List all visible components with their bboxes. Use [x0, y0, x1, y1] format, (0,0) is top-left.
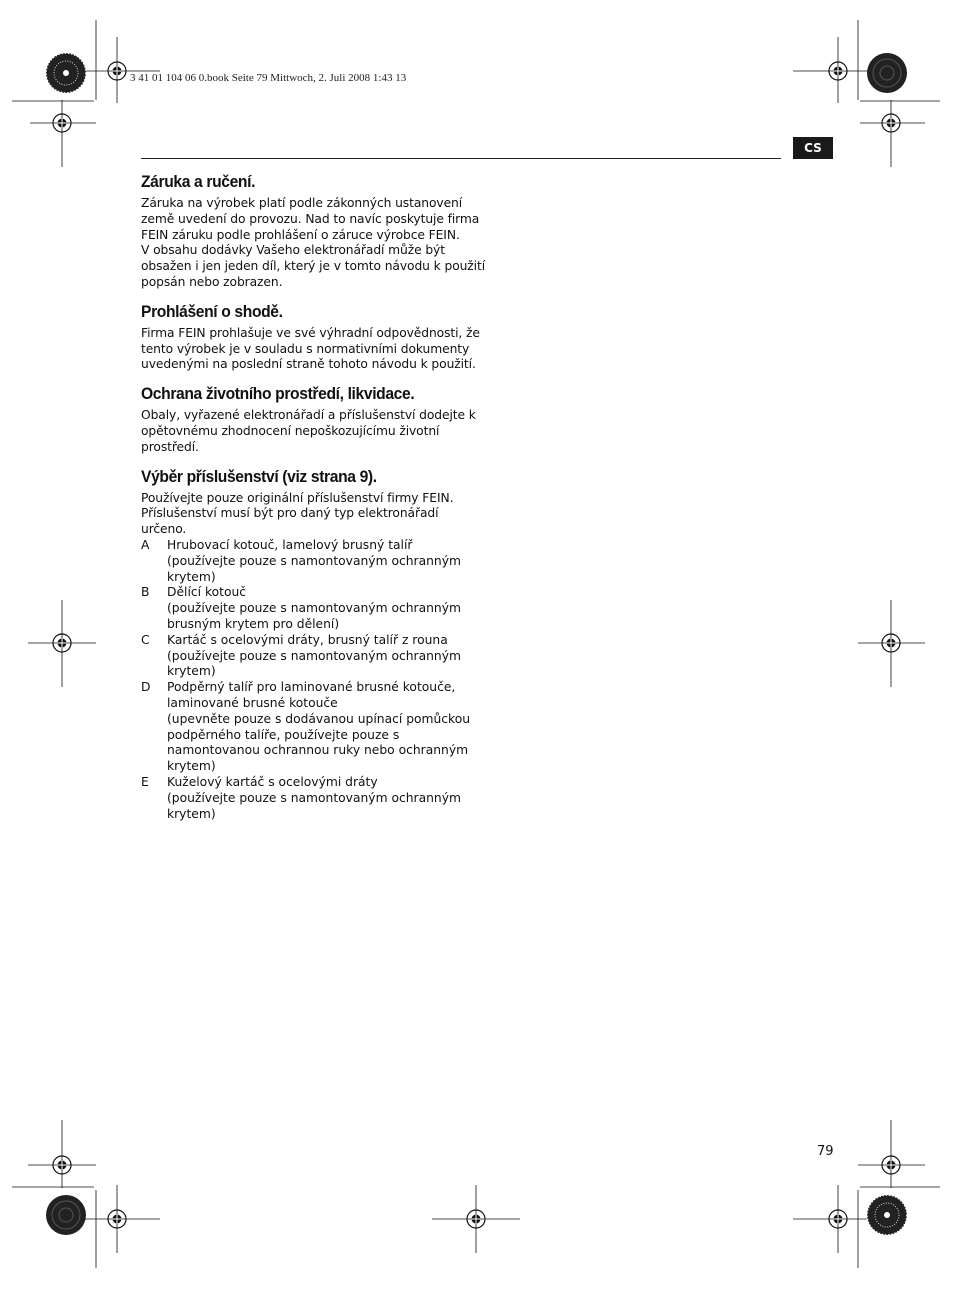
sunburst-top-right	[867, 53, 907, 93]
list-item	[141, 633, 486, 680]
item-key: A	[141, 537, 150, 552]
sunburst-bottom-right	[867, 1195, 907, 1235]
list-item	[141, 775, 486, 822]
paragraph: Záruka na výrobek platí podle zákonných ustanovení země uvedení do provozu. Nad to navíc poskytuje firma FEIN záruku podle prohlášení o záruce výrobce FEIN.	[141, 196, 480, 242]
print-info-line: 3 41 01 104 06 0.book Seite 79 Mittwoch, 2. Juli 2008 1:43 13	[130, 72, 407, 84]
main-content	[141, 172, 486, 833]
page-number: 79	[817, 1144, 834, 1159]
item-key: E	[141, 774, 149, 789]
section-conformity	[141, 302, 486, 373]
item-text: Hrubovací kotouč, lamelový brusný talíř	[167, 537, 413, 552]
list-item	[141, 538, 486, 585]
item-note: (používejte pouze s namontovaným ochranným krytem)	[167, 553, 461, 584]
item-text: Podpěrný talíř pro laminované brusné kotouče, laminované brusné kotouče	[167, 680, 456, 710]
paragraph: Firma FEIN prohlašuje ve své výhradní odpovědnosti, že tento výrobek je v souladu s normativními dokumenty uvedenými na poslední straně tohoto návodu k použití.	[141, 325, 480, 372]
item-key: C	[141, 632, 150, 647]
section-environment	[141, 384, 486, 455]
language-badge: CS	[793, 137, 833, 159]
list-item	[141, 585, 486, 632]
sunburst-bottom-left	[46, 1195, 86, 1235]
section-accessories	[141, 467, 486, 823]
section-title: Výběr příslušenství (viz strana 9).	[141, 466, 377, 486]
section-title: Záruka a ručení.	[141, 172, 256, 191]
accessory-list	[141, 538, 486, 822]
section-title: Ochrana životního prostředí, likvidace.	[141, 384, 415, 404]
section-title: Prohlášení o shodě.	[141, 301, 283, 321]
item-note: (používejte pouze s namontovaným ochranným krytem)	[167, 790, 461, 821]
item-text: Kartáč s ocelovými dráty, brusný talíř z rouna	[167, 632, 448, 647]
header-rule	[141, 158, 781, 159]
section-warranty	[141, 172, 486, 291]
paragraph: V obsahu dodávky Vašeho elektronářadí může být obsažen i jen jeden díl, který je v tomto návodu k použití popsán nebo zobrazen.	[141, 243, 486, 289]
paragraph: Používejte pouze originální příslušenství firmy FEIN. Příslušenství musí být pro daný typ elektronářadí určeno.	[141, 490, 454, 537]
item-note: (používejte pouze s namontovaným ochranným brusným krytem pro dělení)	[167, 601, 461, 631]
item-key: D	[141, 680, 151, 695]
item-text: Kuželový kartáč s ocelovými dráty	[167, 774, 378, 789]
list-item	[141, 680, 486, 775]
item-note: (upevněte pouze s dodávanou upínací pomůckou podpěrného talíře, používejte pouze s namontovanou ochrannou ruky nebo ochranným krytem)	[167, 711, 471, 774]
paragraph: Obaly, vyřazené elektronářadí a příslušenství dodejte k opětovnému zhodnocení nepoškozujícímu životní prostředí.	[141, 408, 476, 454]
sunburst-top-left	[46, 53, 86, 93]
item-note: (používejte pouze s namontovaným ochranným krytem)	[167, 648, 461, 679]
item-text: Dělící kotouč	[167, 585, 247, 600]
item-key: B	[141, 585, 150, 600]
